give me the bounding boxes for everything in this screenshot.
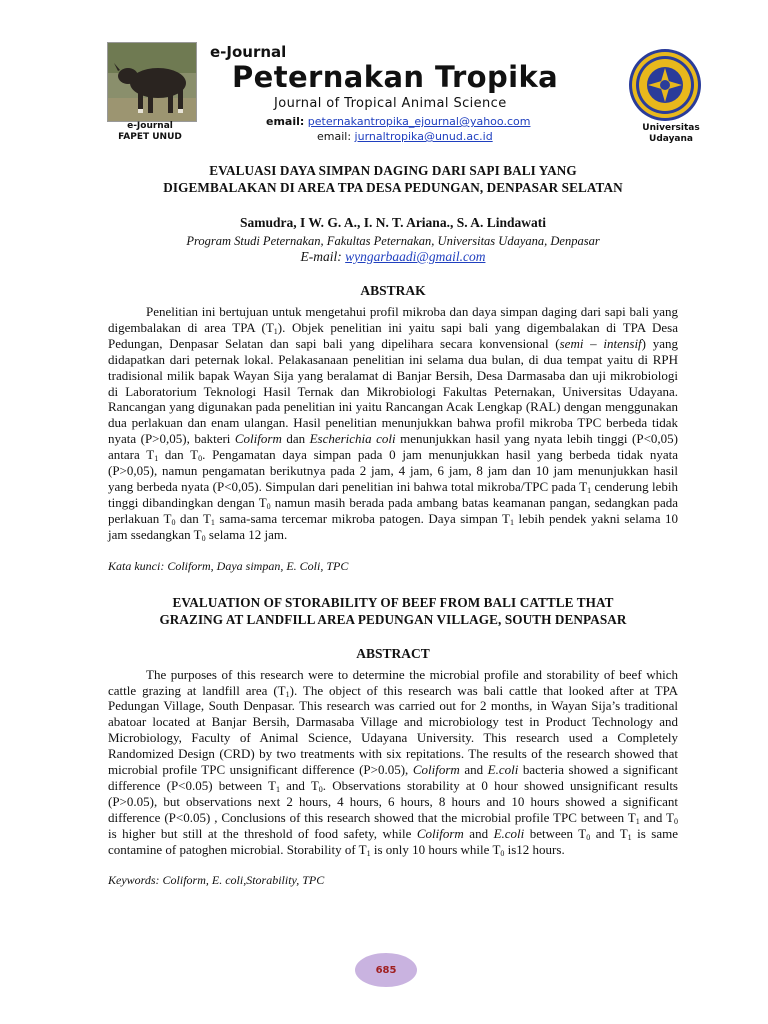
- author-list: Samudra, I W. G. A., I. N. T. Ariana., S. A. Lindawati: [240, 215, 546, 230]
- abstrak-heading: ABSTRAK: [360, 283, 426, 298]
- article-body: [108, 162, 678, 888]
- journal-email-2: email: jurnaltropika@unud.ac.id: [317, 130, 493, 143]
- article-title-english: EVALUATION OF STORABILITY OF BEEF FROM BALI CATTLE THAT GRAZING AT LANDFILL AREA PEDUNGAN VILLAGE, SOUTH DENPASAR: [159, 594, 627, 627]
- author-email-link[interactable]: wyngarbaadi@gmail.com: [345, 249, 486, 264]
- page-number: 685: [375, 964, 397, 976]
- article-title: EVALUASI DAYA SIMPAN DAGING DARI SAPI BALI YANG DIGEMBALAKAN DI AREA TPA DESA PEDUNGAN, DENPASAR SELATAN: [163, 163, 623, 195]
- udayana-seal-icon: [628, 48, 702, 122]
- abstract-heading: ABSTRACT: [356, 645, 430, 661]
- journal-email-1: email: peternakantropika_ejournal@yahoo.com: [266, 115, 531, 128]
- cow-photo-logo: [107, 42, 197, 122]
- journal-email-link-1[interactable]: peternakantropika_ejournal@yahoo.com: [307, 115, 531, 128]
- affiliation: Program Studi Peternakan, Fakultas Peternakan, Universitas Udayana, Denpasar: [186, 234, 600, 248]
- left-logo-caption: e-Journal FAPET UNUD: [118, 121, 182, 142]
- right-logo-caption: Universitas Udayana: [642, 123, 700, 144]
- author-email: E-mail: wyngarbaadi@gmail.com: [300, 249, 486, 264]
- abstrak-text: Penelitian ini bertujuan untuk mengetahui profil mikroba dan daya simpan daging dari sapi bali yang digembalakan di area TPA $(T_1)$. Objek penelitian ini yaitu sapi bali yang digembalakan di TPA Desa Pedungan, Denpasar Selatan dan sapi bali yang dipelihara secara konvensional (semi – intensif) yang didapatkan dari peternak lokal. Pelakasanaan penelitian ini selama dua bulan, di dua tempat yaitu di RPH tradisional milik bapak Wayan Sija yang beralamat di Banjar Bersih, Desa Darmasaba dan uji mikrobiologi di Laboratorium Teknologi Hasil Ternak dan Mikrobiologi Fakultas Peternakan, Universitas Udayana. Rancangan yang digunakan pada penelitian ini yaitu Rancangan Acak Lengkap (RAL) dengan menggunakan dua perlakuan dan enam ulangan. Hasil penelitian menunjukkan bahwa profil mikroba TPC berbeda tidak nyata (P>0,05), bakteri Coliform dan Escherichia coli menunjukkan hasil yang nyata lebih tinggi (P<0,05) antara $T_1$ dan $T_0$. Pengamatan daya simpan pada 0 jam menunjukkan hasil yang berbeda tidak nyata (P>0,05), namun pengamatan berikutnya pada 2 jam, 4 jam, 6 jam, 8 jam dan 10 jam menunjukkan hasil yang berbeda nyata (P<0,05). Simpulan dari penelitian ini bahwa total mikroba/TPC pada $T_1$ cenderung lebih tinggi dibandingkan dengan $T_0$ namun masih berada pada ambang batas keamanan pangan, sedangkan pada perlakuan $T_0$ dan $T_1$ sama-sama tercemar mikroba patogen. Daya simpan $T_1$ lebih pendek yakni selama 10 jam ssedangkan $T_0$ selama 12 jam.: [108, 304, 679, 543]
- kata-kunci: Kata kunci: Coliform, Daya simpan, E. Coli, TPC: [108, 558, 349, 573]
- journal-title: Peternakan Tropika: [232, 60, 559, 94]
- journal-header: [0, 0, 768, 152]
- journal-subtitle: Journal of Tropical Animal Science: [274, 96, 507, 111]
- ejournal-label: e-Journal: [210, 43, 287, 61]
- journal-email-link-2[interactable]: jurnaltropika@unud.ac.id: [354, 130, 493, 143]
- abstract-text: The purposes of this research were to determine the microbial profile and storability of beef which cattle grazing at landfill area $(T_1)$. The object of this research was bali cattle that looked after at TPA Pedungan Village, South Denpasar. This research was carried out for 2 months, in Wayan Sija’s traditional abatoar located at Banjar Bersih, Darmasaba Village and microbiology test in Product Technology and Microbiology, Faculty of Animal Science, Udayana University. This research used a Completely Randomized Design (CRD) by two treatments with six repitations. The results of the research showed that microbial profile TPC unsignificant difference (P>0.05), Coliform and E.coli bacteria showed a significant difference (P<0.05) between $T_1$ and $T_0$. Observations storability at 0 hour showed unsignificant results (P>0.05), but observations next 2 hours, 4 hours, 6 hours, 8 hours and 10 hours showed a significant difference (P<0.05) , Conclusions of this research showed that the microbial profile TPC between $T_1$ and $T_0$ is higher but still at the threshold of food safety, while Coliform and E.coli between $T_0$ and $T_1$ is same contamine of patoghen microbial. Storability of $T_1$ is only 10 hours while $T_0$ is12 hours.: [108, 666, 678, 858]
- page-number-badge: [355, 953, 417, 987]
- keywords: Keywords: Coliform, E. coli,Storability, TPC: [108, 873, 325, 888]
